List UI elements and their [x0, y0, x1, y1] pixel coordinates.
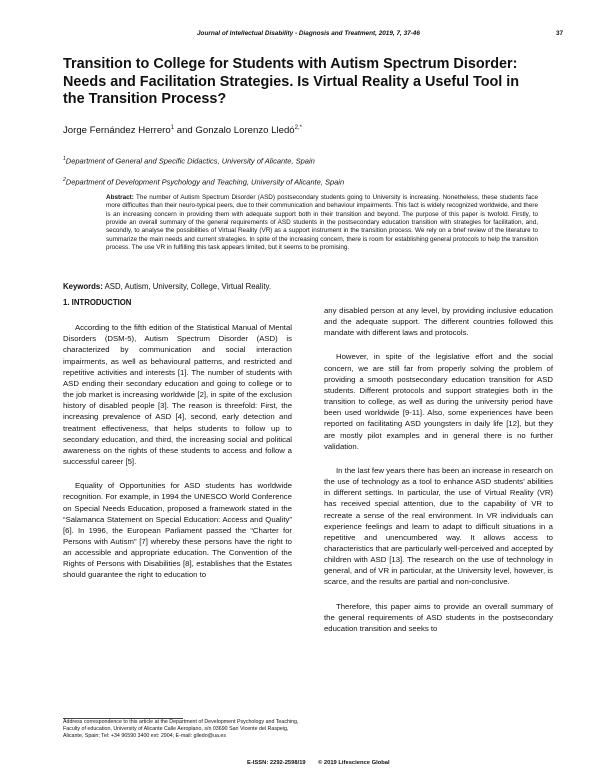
abstract-label: Abstract: [106, 194, 134, 201]
correspondence-footnote: Address correspondence to this article at the Department of Development Psychology and Teaching, Faculty of education, University of Alicante Calle Aeroplano, s/n 03690 San Vicente del Raspeig, Alicante, Spain; Tel: +34 96590 3400 ext: 2904; E-mail: glledo@ua.es [63, 719, 299, 740]
paper-title: Transition to College for Students with Autism Spectrum Disorder: Needs and Facilitation Strategies. Is Virtual Reality a Useful Tool in the Transition Process? [63, 56, 520, 108]
body-paragraph: According to the fifth edition of the Statistical Manual of Mental Disorders (DSM-5), Autism Spectrum Disorder (ASD) is characterized by communication and social interaction impairments, as well as behavioural patterns, and restricted and repetitive activities and interests [1]. The number of students with ASD ending their secondary education and going to college or to the job market is increasing worldwide [2], in spite of the exclusion history of disabled people [3]. The reason is threefold: First, the increasing prevalence of ASD [4], second, early detection and treatment effectiveness, that helps students to follow up to secondary education, and third, the increasing social and political awareness on the rights of these students to access and follow a successful career [5]. [63, 323, 292, 467]
body-paragraph: However, in spite of the legislative effort and the social concern, we are still far from properly solving the problem of providing a smooth postsecondary education transition for ASD students. Different protocols and support strategies both in the transition to college, as well as during the university period have been used worldwide [9-11]. Also, some experiences have been reported on facilitating ASD youngsters in daily life [12], but they are mostly pilot examples and in general there is no further validation. [324, 352, 553, 451]
author-joiner: and [174, 125, 196, 137]
running-header-journal: Journal of Intellectual Disability - Diagnosis and Treatment, 2019, 7, 37-46 [197, 30, 420, 37]
affiliation-2 [63, 177, 344, 187]
body-paragraph: In the last few years there has been an increase in research on the use of technology as a tool to enhance ASD students’ abilities in different settings. In particular, the use of Virtual Reality (VR) has received special attention, due to the capability of VR to recreate a sense of the real environment. In VR individuals can experience feelings and learn to adapt to difficult situations in a repetitive and unencumbered way. It allows access to characteristics that are particularly well-perceived and accepted by children with ASD [13]. The research on the use of technology in general, and of VR in particular, at the University level, however, is scarce, and the results are partial and non-conclusive. [324, 465, 553, 587]
body-column-right [324, 305, 553, 647]
abstract-text: The number of Autism Spectrum Disorder (ASD) postsecondary students going to University is increasing. Nonetheless, these students face more difficultes than their neuro-typical peers, due to their communication and behaviour impairments. This fact is widely recognized worldwide, and there is an increasing concern in providing them with adequate support both in their transition and beyond. The purpose of this paper is twofold. Firstly, to provide an overall summary of the general requirements of ASD students in the postsecondary education transition with strategies for facilitation, and, secondly, to analyse the possibilities of Virtual Reality (VR) as a support instrument in the transition process. We rely on a brief review of the literature to summarize the main needs and current strategies. In spite of the increasing concern, there is room for establishing general protocols to help the transition process. The use VR in fulfilling this task appears limited, but it seems to be promising. [106, 194, 538, 252]
body-paragraph: Equality of Opportunities for ASD students has worldwide recognition. For example, in 1994 the UNESCO World Conference on Special Needs Education, proposed a framework stated in the “Salamanca Statement on Special Education: Access and Quality” [6]. In 1996, the European Parliament passed the “Charter for Persons with Autism” [7] whereby these persons have the right to an accessible and appropriate education. The Convention of the Rights of Persons with Disabilities [8], establishes that the Estates should guarantee the right to education to [63, 481, 292, 580]
author-1-affiliation-mark: 1 [170, 125, 175, 131]
author-2: Gonzalo Lorenzo Lledó [195, 125, 295, 137]
body-paragraph: Therefore, this paper aims to provide an overall summary of the general requirements of ASD students in the postsecondary education transition and seeks to [324, 601, 553, 633]
keywords-text: ASD, Autism, University, College, Virtual Reality. [102, 282, 272, 291]
abstract [106, 194, 538, 252]
author-line [63, 125, 302, 136]
affiliation-1-mark: 1 [63, 156, 66, 162]
affiliation-2-mark: 2 [63, 177, 66, 183]
body-paragraph: any disabled person at any level, by providing inclusive education and the adequate support. The different countries followed this mandate with different laws and protocols. [324, 306, 553, 338]
keywords [63, 282, 271, 291]
author-1: Jorge Fernández Herrero [63, 125, 171, 137]
author-2-affiliation-mark: 2,* [294, 125, 302, 131]
footer-issn: E-ISSN: 2292-2598/19 [247, 760, 306, 766]
section-heading-introduction: 1. INTRODUCTION [63, 298, 132, 307]
affiliation-1-text: Department of General and Specific Didactics, University of Alicante, Spain [65, 156, 315, 166]
keywords-label: Keywords: [63, 282, 103, 291]
footer-copyright: © 2019 Lifescience Global [318, 760, 390, 766]
affiliation-2-text: Department of Development Psychology and Teaching, University of Alicante, Spain [65, 177, 345, 187]
page-number: 37 [556, 30, 564, 37]
affiliation-1 [63, 156, 315, 166]
body-column-left [63, 297, 292, 594]
